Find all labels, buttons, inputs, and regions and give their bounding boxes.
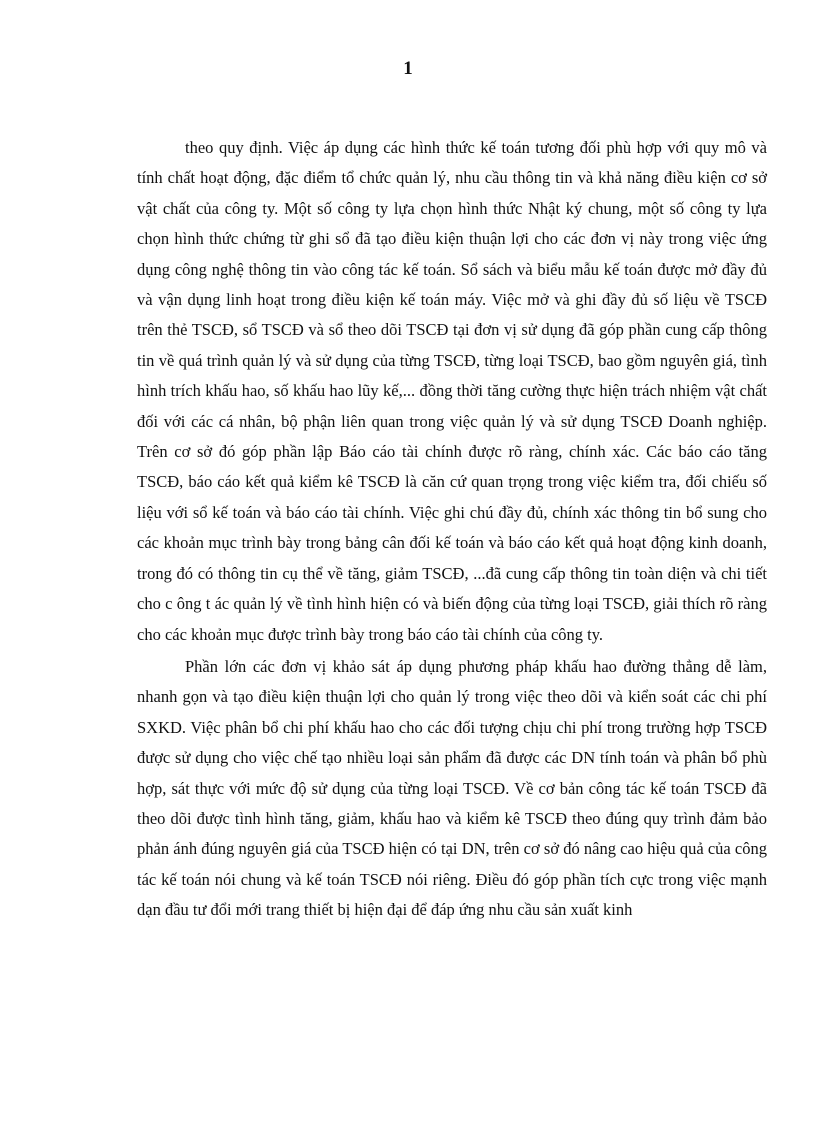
paragraph-accounting-forms: theo quy định. Việc áp dụng các hình thức kế toán tương đối phù hợp với quy mô và tính chất hoạt động, đặc điểm tổ chức quản lý, nhu cầu thông tin và khả năng điều kiện cơ sở vật chất của công ty. Một số công ty lựa chọn hình thức Nhật ký chung, một số công ty lựa chọn hình thức chứng từ ghi sổ đã tạo điều kiện thuận lợi cho các đơn vị này trong việc ứng dụng công nghệ thông tin vào công tác kế toán. Sổ sách và biểu mẫu kế toán được mở đầy đủ và vận dụng linh hoạt trong điều kiện kế toán máy. Việc mở và ghi đầy đủ số liệu về TSCĐ trên thẻ TSCĐ, sổ TSCĐ và sổ theo dõi TSCĐ tại đơn vị sử dụng đã góp phần cung cấp thông tin về quá trình quản lý và sử dụng của từng TSCĐ, từng loại TSCĐ, bao gồm nguyên giá, tình hình trích khấu hao, số khấu hao lũy kế,... đồng thời tăng cường thực hiện trách nhiệm vật chất đối với các cá nhân, bộ phận liên quan trong việc quản lý và sử dụng TSCĐ Doanh nghiệp. Trên cơ sở đó góp phần lập Báo cáo tài chính được rõ ràng, chính xác. Các báo cáo tăng TSCĐ, báo cáo kết quả kiểm kê TSCĐ là căn cứ quan trọng trong việc kiểm tra, đối chiếu số liệu với sổ kế toán và báo cáo tài chính. Việc ghi chú đầy đủ, chính xác thông tin bổ sung cho các khoản mục trình bày trong bảng cân đối kế toán và báo cáo kết quả hoạt động kinh doanh, trong đó có thông tin cụ thể về tăng, giảm TSCĐ, ...đã cung cấp thông tin toàn diện và chi tiết cho c ông t ác quản lý về tình hình hiện có và biến động của từng loại TSCĐ, giải thích rõ ràng cho các khoản mục được trình bày trong báo cáo tài chính của công ty. — [137, 138, 767, 644]
paragraph-depreciation-method: Phần lớn các đơn vị khảo sát áp dụng phương pháp khấu hao đường thẳng dễ làm, nhanh gọn và tạo điều kiện thuận lợi cho quản lý trong việc theo dõi và kiển soát các chi phí SXKD. Việc phân bổ chi phí khấu hao cho các đối tượng chịu chi phí trong trường hợp TSCĐ được sử dụng cho việc chế tạo nhiều loại sản phẩm đã được các DN tính toán và phân bổ phù hợp, sát thực với mức độ sử dụng của từng loại TSCĐ. Về cơ bản công tác kế toán TSCĐ đã theo dõi được tình hình tăng, giảm, khấu hao và kiểm kê TSCĐ theo đúng quy trình đảm bảo phản ánh đúng nguyên giá của TSCĐ hiện có tại DN, trên cơ sở đó nâng cao hiệu quả của công tác kế toán nói chung và kế toán TSCĐ nói riêng. Điều đó góp phần tích cực trong việc mạnh dạn đầu tư đổi mới trang thiết bị hiện đại để đáp ứng nhu cầu sản xuất kinh — [137, 656, 767, 920]
page-number: 1 — [403, 58, 413, 79]
document-body — [137, 133, 767, 926]
